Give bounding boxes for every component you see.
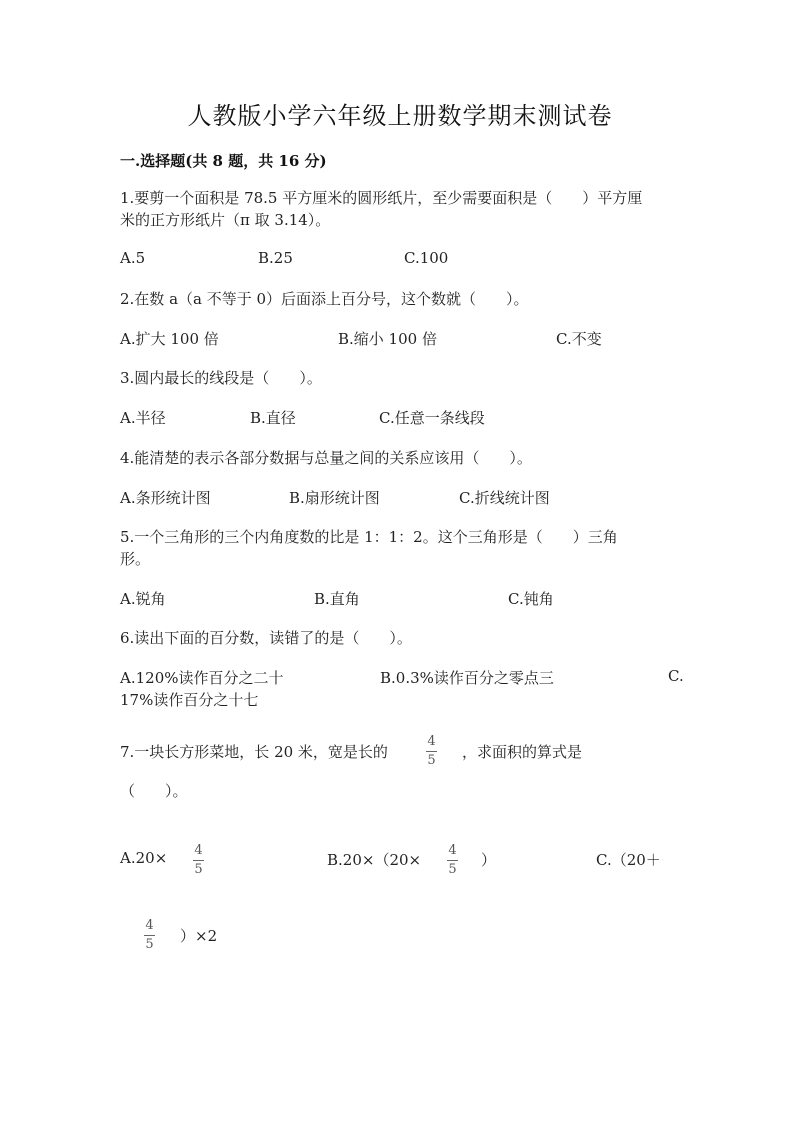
question-7-option-c-tail: ）×2 [180,927,218,945]
question-7-line-2: （ ）。 [120,782,188,800]
question-6-option-c-label: C. [668,667,684,685]
question-4-option-c: C.折线统计图 [459,489,550,507]
fraction-bar [144,935,155,936]
question-6-option-c-text: 17%读作百分之十七 [120,691,259,709]
fraction-denominator: 5 [448,862,457,877]
question-5-option-a: A.锐角 [120,590,166,608]
fraction-four-fifths [426,735,437,768]
question-3-option-a: A.半径 [120,409,166,427]
question-7-text-before: 7.一块长方形菜地，长 20 米，宽是长的 [120,743,388,761]
fraction-numerator: 4 [427,734,436,749]
fraction-four-fifths [193,844,204,877]
page-title: 人教版小学六年级上册数学期末测试卷 [187,102,613,130]
question-1-option-a: A.5 [120,249,146,267]
fraction-denominator: 5 [145,937,154,952]
question-6-option-b: B.0.3%读作百分之零点三 [380,669,554,687]
fraction-four-fifths [447,844,458,877]
fraction-numerator: 4 [448,843,457,858]
question-3-text: 3.圆内最长的线段是（ ）。 [120,369,322,387]
question-2-text: 2.在数 a（a 不等于 0）后面添上百分号，这个数就（ ）。 [120,290,529,308]
question-4-option-a: A.条形统计图 [120,489,211,507]
question-7-option-b-before: B.20×（20× [327,851,422,869]
question-1-line-1: 1.要剪一个面积是 78.5 平方厘米的圆形纸片，至少需要面积是（ ）平方厘 [120,189,643,207]
fraction-numerator: 4 [194,843,203,858]
question-2-option-a: A.扩大 100 倍 [120,330,219,348]
question-4-option-b: B.扇形统计图 [289,489,380,507]
fraction-numerator: 4 [145,918,154,933]
question-1-option-c: C.100 [404,249,449,267]
fraction-four-fifths [144,919,155,952]
question-6-option-a: A.120%读作百分之二十 [120,669,284,687]
fraction-bar [447,860,458,861]
question-7-text-after: ，求面积的算式是 [462,743,583,761]
section-heading: 一.选择题(共 8 题，共 16 分) [120,152,327,170]
question-4-text: 4.能清楚的表示各部分数据与总量之间的关系应该用（ ）。 [120,449,532,467]
question-1-line-2: 米的正方形纸片（π 取 3.14）。 [120,211,331,229]
question-6-text: 6.读出下面的百分数，读错了的是（ ）。 [120,629,412,647]
question-1-option-b: B.25 [258,249,293,267]
question-2-option-c: C.不变 [556,330,602,348]
question-5-line-2: 形。 [120,550,151,568]
fraction-bar [426,751,437,752]
question-7-option-a: A.20× [120,849,168,867]
question-7-option-b-after: ） [481,851,497,869]
fraction-denominator: 5 [194,862,203,877]
question-5-line-1: 5.一个三角形的三个内角度数的比是 1：1：2。这个三角形是（ ）三角 [120,528,618,546]
fraction-bar [193,860,204,861]
question-5-option-b: B.直角 [314,590,360,608]
fraction-denominator: 5 [427,753,436,768]
question-2-option-b: B.缩小 100 倍 [338,330,437,348]
question-7-option-c-head: C.（20＋ [596,851,661,869]
question-3-option-c: C.任意一条线段 [379,409,485,427]
question-3-option-b: B.直径 [250,409,296,427]
question-5-option-c: C.钝角 [508,590,554,608]
